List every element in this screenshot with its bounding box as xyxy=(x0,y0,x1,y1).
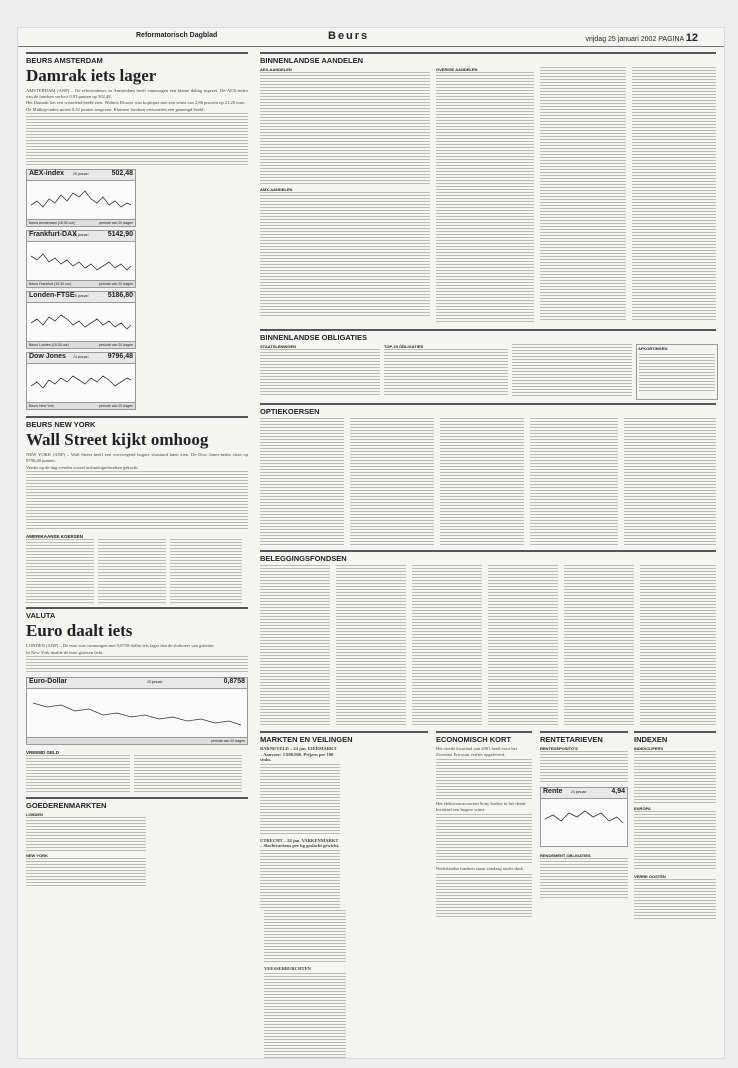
indexen-section: INDEXEN INDEXCIJFERS EUROPA VERRE OOSTEN xyxy=(634,731,716,919)
aex-aandelen-table: AEX-AANDELEN AMX-AANDELEN xyxy=(260,67,430,318)
overige-aandelen-table-2 xyxy=(540,67,626,322)
chart-eurodollar: Euro-Dollar 25 januari 0,8758 periode van 20 dagen xyxy=(26,677,248,745)
left-column xyxy=(26,52,248,888)
chart-aex: AEX-index 25 januari 502,48 Beurs Amsterdam (15.30 uur) periode van 20 dagen xyxy=(26,169,136,227)
chart-rente-line xyxy=(541,799,627,839)
section-label-valuta: VALUTA xyxy=(26,607,248,620)
rentetarieven-section: RENTETARIEVEN RENTEDEPOSITO'S Rente 24 januari 4,94 RENDEMENT OBLIGATIES xyxy=(540,731,628,898)
headline-valuta: Euro daalt iets xyxy=(26,621,133,641)
headline-amsterdam: Damrak iets lager xyxy=(26,66,157,85)
opties-tables xyxy=(260,418,716,550)
article-amsterdam: AMSTERDAM (ANP) – De effectenbeurs in Amsterdam heeft vanmorgen een kleine daling ingezet. De AEX-index van de fondsen verloor 0,93 punten op 502,48. Het Damrak liet een wisselend beeld zien. Wolters Kluwer was koploper met een winst van 2,86 procent op 21,20 euro. De Midkap-index moest 0,32 punten toegeven. Kleinere fondsen vertoonden een gemengd beeld. xyxy=(26,88,248,165)
overige-aandelen-table: OVERIGE AANDELEN xyxy=(436,67,534,322)
aandelen-tables xyxy=(260,67,716,329)
chart-ftse: Londen-FTSE 25 januari 5186,80 Beurs Londen (15.30 uur) periode van 20 dagen xyxy=(26,291,136,349)
bottom-sections xyxy=(260,731,716,971)
paper-name: Reformatorisch Dagblad xyxy=(136,32,218,39)
section-label-goederen: GOEDERENMARKTEN xyxy=(26,797,248,810)
beleggingsfondsen-tables xyxy=(260,565,716,731)
article-valuta: LONDEN (ANP) – De euro was vanmorgen met 0,8758 dollar iets lager dan de slotkoers van gisteren. In New York daalde de euro gisteren licht. xyxy=(26,643,248,674)
table-us-quotes xyxy=(26,539,248,603)
masthead xyxy=(18,28,724,47)
chart-dax: Frankfurt-DAX 25 januari 5142,90 Beurs Frankfurt (15.30 uur) periode van 20 dagen xyxy=(26,230,136,288)
section-label-beleggingsfondsen: BELEGGINGSFONDSEN xyxy=(260,550,716,563)
economisch-kort-section: ECONOMISCH KORT Het vierde kwartaal van 2001 heeft voor het Zweedse Ericsson verlies opgeleverd. Het elektronicaconcern Sony boekte in het derde kwartaal een hogere winst. Nederlandse fondsen staan vandaag onder druk. xyxy=(436,731,532,918)
right-column xyxy=(260,52,716,971)
masthead-date: vrijdag 25 januari 2002 PAGINA 12 xyxy=(585,32,698,44)
chart-dowjones: Dow Jones 24 januari 9796,48 Beurs New York periode van 20 dagen xyxy=(26,352,136,410)
chart-dowjones-line xyxy=(27,364,135,402)
section-title: Beurs xyxy=(328,30,370,42)
table-valuta xyxy=(26,755,248,793)
chart-dax-line xyxy=(27,242,135,280)
afkortingen-box: AFKORTINGEN xyxy=(636,344,718,400)
chart-ftse-line xyxy=(27,303,135,341)
table-goederen-newyork xyxy=(26,858,146,888)
section-label-amsterdam: BEURS AMSTERDAM xyxy=(26,52,248,65)
section-label-opties: OPTIEKOERSEN xyxy=(260,403,716,416)
table-title-us: AMERIKAANSE KOERSEN xyxy=(26,534,84,540)
chart-rente: Rente 24 januari 4,94 xyxy=(540,787,628,847)
overige-aandelen-table-3 xyxy=(632,67,716,322)
headline-newyork: Wall Street kijkt omhoog xyxy=(26,430,209,450)
section-label-aandelen: BINNENLANDSE AANDELEN xyxy=(260,52,716,65)
article-newyork: NEW YORK (ANP) – Wall Street heeft een overwegend hogere slotstand laten zien. De Dow Jones-index sloot op 9796,48 punten. Verder op de dag werden vooral technologiefondsen gekocht. xyxy=(26,452,248,531)
section-label-newyork: BEURS NEW YORK xyxy=(26,416,248,429)
table-title-valuta: VREEMD GELD xyxy=(26,750,60,756)
section-label-obligaties: BINNENLANDSE OBLIGATIES xyxy=(260,329,716,342)
newspaper-page xyxy=(17,27,725,1059)
obligaties-tables: STAATSLENINGEN TOP-25 OBLIGATIES AFKORTINGEN xyxy=(260,344,716,400)
goederen-sub-london: LONDEN xyxy=(26,812,43,818)
table-goederen-london xyxy=(26,817,146,851)
chart-aex-line xyxy=(27,181,135,219)
index-charts xyxy=(26,168,248,412)
chart-eurodollar-line xyxy=(27,689,247,737)
markten-section: MARKTEN EN VEILINGEN BARNEVELD – 24 jan. EIERMARKT – Aanvoer: 1.900.000. Prijzen per 100 stuks. UTRECHT – 24 jan. VARKENMARKT – Slachtvarkens per kg geslacht gewicht. VEESSERBURCHTEN xyxy=(260,731,428,1059)
goederen-sub-newyork: NEW YORK xyxy=(26,853,48,859)
